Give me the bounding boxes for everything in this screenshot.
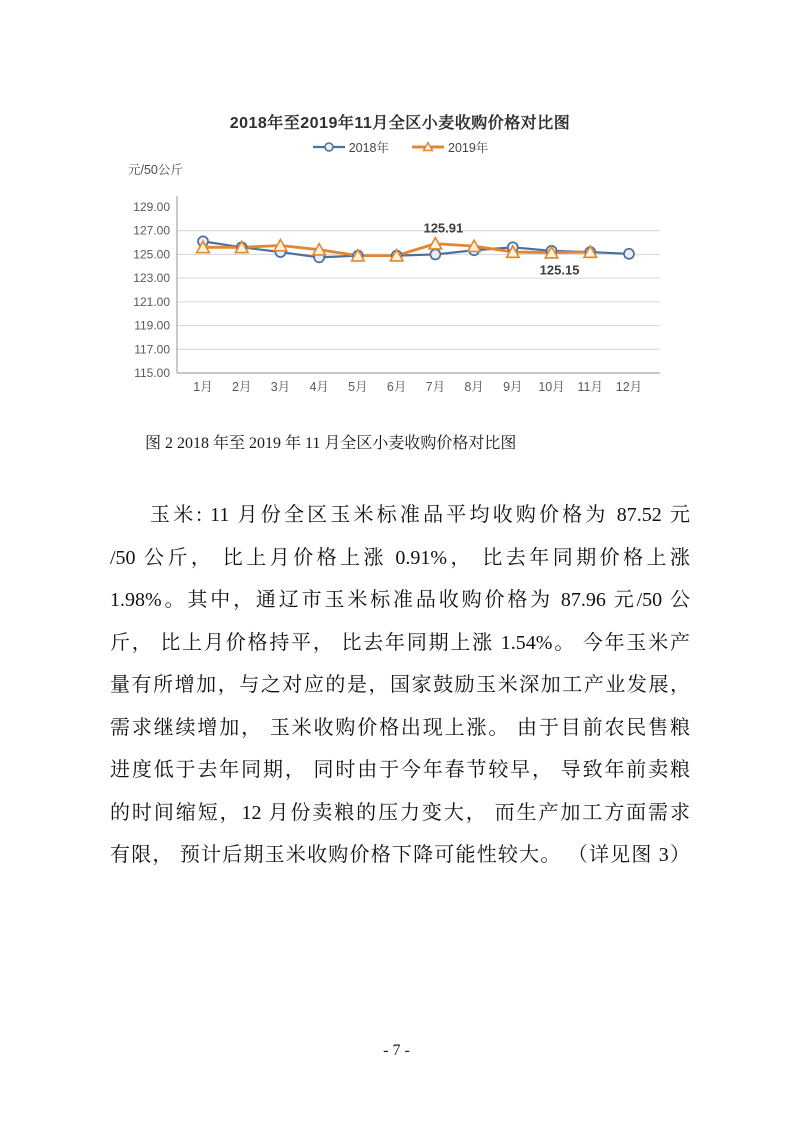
svg-text:115.00: 115.00 [134, 366, 170, 380]
paragraph-line: 有限， 预计后期玉米收购价格下降可能性较大。 （详见图 3） [110, 844, 690, 866]
chart-legend [120, 138, 680, 156]
svg-text:121.00: 121.00 [133, 294, 170, 309]
legend-line-triangle-icon [411, 141, 445, 153]
paragraph-line: 需求继续增加， 玉米收购价格出现上涨。 由于目前农民售粮 [110, 716, 690, 739]
svg-text:6月: 6月 [386, 380, 407, 394]
body-paragraph [110, 494, 690, 877]
page-number: - 7 - [383, 1042, 410, 1059]
svg-text:127.00: 127.00 [133, 223, 170, 238]
svg-text:1月: 1月 [193, 380, 213, 394]
svg-text:2月: 2月 [232, 380, 252, 394]
legend-item-2019 [411, 138, 488, 156]
paragraph-line: 斤， 比上月价格持平， 比去年同期上涨 1.54%。 今年玉米产 [110, 631, 690, 654]
svg-text:119.00: 119.00 [134, 318, 170, 333]
svg-text:125.00: 125.00 [133, 247, 170, 262]
figure-caption: 图 2 2018 年至 2019 年 11 月全区小麦收购价格对比图 [145, 435, 517, 452]
y-axis-unit-label: 元/50公斤 [128, 163, 183, 177]
svg-text:125.91: 125.91 [423, 220, 464, 236]
legend-label: 2018年 [348, 141, 389, 155]
legend-item-2018 [312, 138, 389, 156]
wheat-price-line-chart [120, 188, 690, 410]
paragraph-line: /50 公斤， 比上月价格上涨 0.91%， 比去年同期价格上涨 [110, 546, 690, 569]
paragraph-line: 量有所增加，与之对应的是，国家鼓励玉米深加工产业发展， [110, 674, 690, 696]
svg-text:8月: 8月 [464, 380, 484, 394]
svg-text:117.00: 117.00 [134, 342, 170, 357]
svg-text:7月: 7月 [425, 380, 446, 394]
paragraph-line: 进度低于去年同期， 同时由于今年春节较早， 导致年前卖粮 [110, 759, 690, 781]
svg-text:5月: 5月 [348, 380, 368, 394]
paragraph-line: 1.98%。其中，通辽市玉米标准品收购价格为 87.96 元/50 公 [110, 589, 690, 611]
svg-text:3月: 3月 [270, 380, 291, 394]
svg-text:129.00: 129.00 [133, 200, 170, 214]
chart-title: 2018年至2019年11月全区小麦收购价格对比图 [229, 115, 571, 132]
svg-text:12月: 12月 [615, 380, 643, 394]
svg-text:123.00: 123.00 [133, 271, 170, 286]
svg-text:11月: 11月 [577, 380, 604, 394]
svg-text:125.15: 125.15 [539, 262, 580, 278]
paragraph-line: 玉米: 11 月份全区玉米标准品平均收购价格为 87.52 元 [150, 504, 690, 526]
svg-text:10月: 10月 [538, 380, 565, 394]
legend-label: 2019年 [448, 141, 489, 155]
legend-line-circle-icon [312, 141, 346, 153]
paragraph-line: 的时间缩短，12 月份卖粮的压力变大， 而生产加工方面需求 [110, 801, 690, 824]
svg-text:4月: 4月 [309, 380, 329, 394]
svg-text:9月: 9月 [503, 380, 523, 394]
